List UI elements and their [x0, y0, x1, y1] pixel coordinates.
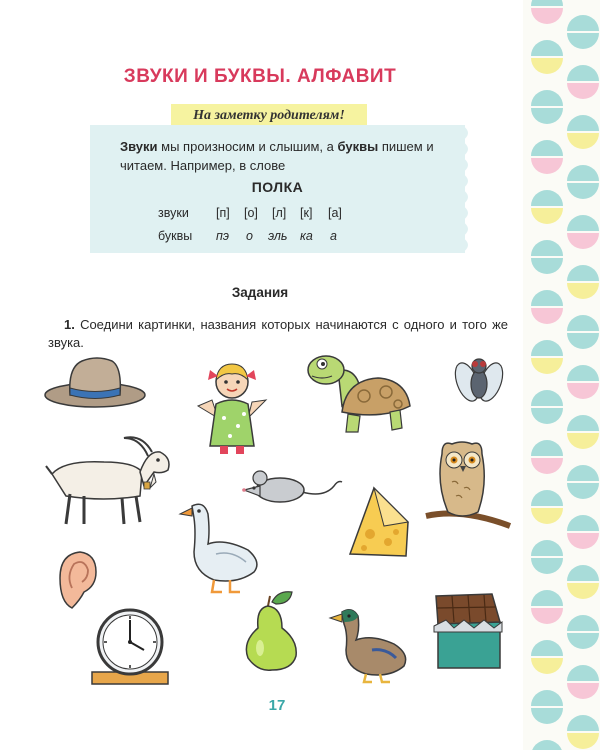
example-word: ПОЛКА [251, 179, 304, 195]
goose-picture[interactable] [178, 496, 264, 596]
border-tile [567, 315, 599, 349]
decorative-border [523, 0, 600, 750]
border-tile [531, 140, 563, 174]
sounds-label: звуки [158, 206, 189, 220]
border-tile [567, 465, 599, 499]
border-tile [531, 90, 563, 124]
sound-cell: [а] [328, 206, 342, 220]
border-tile [531, 540, 563, 574]
border-tile [567, 415, 599, 449]
border-tile [531, 0, 563, 24]
border-tile [531, 190, 563, 224]
border-tile [567, 615, 599, 649]
term-sounds: Звуки [120, 139, 158, 154]
info-text [120, 137, 458, 175]
border-tile [531, 340, 563, 374]
page-number: 17 [268, 697, 286, 714]
border-pattern [523, 0, 600, 750]
fly-picture[interactable] [453, 350, 505, 412]
cheese-picture[interactable] [344, 482, 414, 562]
border-tile [567, 265, 599, 299]
info-text-part: пишем и читаем. Например, в слове [120, 139, 434, 173]
task-1 [48, 316, 508, 352]
sound-cell: [п] [216, 206, 230, 220]
doll-picture[interactable] [192, 358, 272, 458]
duck-picture[interactable] [328, 604, 412, 684]
border-tile [531, 640, 563, 674]
border-tile [567, 365, 599, 399]
border-tile [531, 490, 563, 524]
border-tile [531, 590, 563, 624]
border-tile [567, 165, 599, 199]
border-tile [567, 565, 599, 599]
letter-cell: ка [300, 229, 313, 243]
task-number: 1. [64, 317, 75, 332]
letter-cell: пэ [216, 229, 230, 243]
border-tile [567, 515, 599, 549]
border-tile [531, 40, 563, 74]
border-tile [531, 390, 563, 424]
info-box [90, 125, 465, 253]
task-text: Соедини картинки, названия которых начинаются с одного и того же звука. [48, 317, 508, 350]
border-tile [567, 115, 599, 149]
hat-picture[interactable] [42, 355, 148, 410]
chocolate-picture[interactable] [428, 592, 508, 674]
border-tile [531, 290, 563, 324]
letter-cell: а [330, 229, 337, 243]
sound-cell: [л] [272, 206, 287, 220]
tasks-heading: Задания [231, 285, 289, 300]
parents-note-label: На заметку родителям! [171, 104, 367, 127]
letter-cell: эль [268, 229, 288, 243]
ear-picture[interactable] [54, 548, 100, 612]
border-tile [531, 440, 563, 474]
goat-picture[interactable] [44, 430, 176, 530]
owl-picture[interactable] [422, 434, 514, 540]
term-letters: буквы [337, 139, 379, 154]
border-tile [567, 215, 599, 249]
letters-label: буквы [158, 229, 193, 243]
turtle-picture[interactable] [302, 350, 414, 440]
sound-cell: [о] [244, 206, 258, 220]
clock-picture[interactable] [88, 604, 172, 688]
border-tile [531, 740, 563, 750]
border-tile [567, 15, 599, 49]
sound-cell: [к] [300, 206, 313, 220]
page-title: ЗВУКИ И БУКВЫ. АЛФАВИТ [123, 66, 397, 87]
border-tile [567, 715, 599, 749]
info-text-part: мы произносим и слышим, а [157, 139, 338, 154]
pear-picture[interactable] [238, 588, 302, 674]
border-tile [531, 240, 563, 274]
letter-cell: о [246, 229, 253, 243]
border-tile [567, 665, 599, 699]
border-tile [567, 65, 599, 99]
